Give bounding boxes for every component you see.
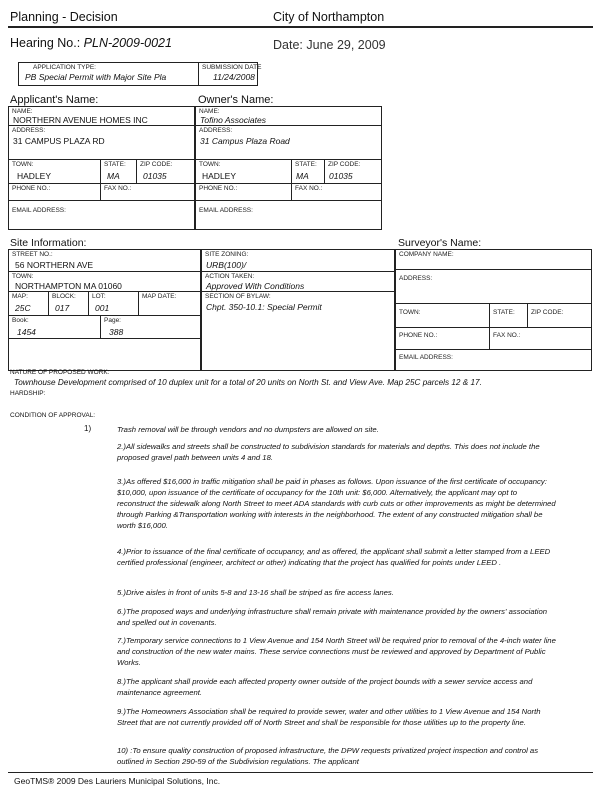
applicant-address-cell — [9, 126, 194, 160]
site-lot-value: 001 — [95, 303, 110, 313]
condition-6: 6.)The proposed ways and underlying infrastructure shall remain private with maintenance provided by the owners' association and spelled out in covenants. — [117, 607, 548, 627]
applicant-box — [8, 106, 195, 230]
owner-address-cell — [196, 126, 381, 160]
owner-town-label: TOWN: — [199, 161, 221, 168]
applicant-name-value: NORTHERN AVENUE HOMES INC — [13, 115, 148, 125]
submission-date-label: SUBMISSION DATE — [202, 64, 262, 71]
applicant-phone-label: PHONE NO.: — [12, 185, 51, 192]
owner-town-value: HADLEY — [202, 171, 237, 181]
applicant-email-cell — [9, 201, 194, 229]
owner-fax-label: FAX NO.: — [295, 185, 323, 192]
hardship-label: HARDSHIP: — [10, 390, 46, 397]
applicant-address-value: 31 CAMPUS PLAZA RD — [13, 136, 105, 146]
owner-phone-label: PHONE NO.: — [199, 185, 238, 192]
site-map-label: MAP: — [12, 293, 28, 300]
site-location-box — [8, 249, 201, 371]
site-mapdate-cell — [139, 292, 200, 316]
applicant-address-label: ADDRESS: — [12, 127, 46, 134]
condition-3: 3.)As offered $16,000 in traffic mitigation shall be paid in phases as follows. Upon issuance of the first certificate of occupancy: $10,000, upon issuance of the certificate of occupancy for the 10th unit: $6,000. Alternatively, the applicant may opt to reconstruct the sidewalk along North Street to meet ADA standards with curb cuts or other improvements as might be determined through Parking &Transportation working with interests in the neighborhood. The extent of any constructed mitigation shall be worth $16,000. — [117, 477, 556, 530]
nature-label: NATURE OF PROPOSED WORK: — [10, 369, 110, 376]
surveyor-email-label: EMAIL ADDRESS: — [399, 354, 453, 361]
footer-rule — [8, 772, 593, 773]
applicant-town-cell — [9, 160, 101, 184]
application-type-label: APPLICATION TYPE: — [33, 64, 96, 71]
submission-date-cell — [199, 63, 262, 85]
owner-email-cell — [196, 201, 381, 229]
site-action-value: Approved With Conditions — [206, 281, 305, 291]
condition-label: CONDITION OF APPROVAL: — [10, 412, 96, 419]
applicant-state-label: STATE: — [104, 161, 126, 168]
site-bylaw-label: SECTION OF BYLAW: — [205, 293, 271, 300]
site-action-label: ACTION TAKEN: — [205, 273, 255, 280]
header-rule — [8, 26, 593, 28]
surveyor-town-cell — [396, 304, 490, 328]
site-town-label: TOWN: — [12, 273, 34, 280]
site-page-cell — [101, 316, 200, 339]
applicant-phone-cell — [9, 184, 101, 201]
surveyor-fax-cell — [490, 328, 591, 350]
site-page-label: Page: — [104, 317, 121, 324]
site-street-label: STREET NO.: — [12, 251, 53, 258]
applicant-town-label: TOWN: — [12, 161, 34, 168]
footer-text: GeoTMS® 2009 Des Lauriers Municipal Solutions, Inc. — [14, 776, 221, 786]
owner-zip-label: ZIP CODE: — [328, 161, 361, 168]
owner-phone-cell — [196, 184, 292, 201]
condition-9: 9.)The Homeowners Association shall be required to provide sewer, water and other utilities to 1 View Avenue and 154 North Street that are not currently provided off of North Street and shall be responsible for those utilities up to the property line. — [117, 707, 541, 727]
site-lot-cell — [89, 292, 139, 316]
owner-state-cell — [292, 160, 325, 184]
owner-zip-cell — [325, 160, 381, 184]
owner-zip-value: 01035 — [329, 171, 353, 181]
surveyor-email-cell — [396, 350, 591, 370]
hearing-number — [10, 36, 172, 50]
site-book-value: 1454 — [17, 327, 36, 337]
hearing-value: PLN-2009-0021 — [83, 36, 172, 50]
surveyor-company-label: COMPANY NAME: — [399, 251, 454, 258]
applicant-zip-cell — [137, 160, 194, 184]
applicant-heading: Applicant's Name: — [10, 94, 99, 106]
condition-5: 5.)Drive aisles in front of units 5-8 and 13-16 shall be striped as fire access lanes. — [117, 588, 394, 597]
site-bylaw-cell — [202, 292, 394, 370]
applicant-state-cell — [101, 160, 137, 184]
site-map-cell — [9, 292, 49, 316]
applicant-fax-label: FAX NO.: — [104, 185, 132, 192]
applicant-email-label: EMAIL ADDRESS: — [12, 207, 66, 214]
surveyor-heading: Surveyor's Name: — [398, 237, 482, 249]
surveyor-state-label: STATE: — [493, 309, 515, 316]
applicant-name-label: NAME: — [12, 108, 33, 115]
surveyor-town-label: TOWN: — [399, 309, 421, 316]
owner-address-label: ADDRESS: — [199, 127, 233, 134]
nature-text: Townhouse Development comprised of 10 duplex unit for a total of 20 units on North St. and View Ave. Map 25C parcels 12 & 17. — [14, 378, 482, 387]
surveyor-zip-label: ZIP CODE: — [531, 309, 564, 316]
decision-date — [273, 38, 386, 52]
surveyor-address-cell — [396, 270, 591, 304]
condition-1: Trash removal will be through vendors and no dumpsters are allowed on site. — [117, 425, 379, 434]
surveyor-phone-label: PHONE NO.: — [399, 332, 438, 339]
owner-heading: Owner's Name: — [198, 94, 274, 106]
condition-7: 7.)Temporary service connections to 1 View Avenue and 154 North Street will be required prior to removal of the 4-inch water line and construction of the new water mains. These service connections must be reviewed and approved by Department of Public Works. — [117, 636, 556, 667]
application-type-cell — [19, 63, 199, 85]
site-town-value: NORTHAMPTON MA 01060 — [15, 281, 122, 291]
site-zoning-value: URB(100)/ — [206, 260, 247, 270]
date-label: Date: — [273, 38, 303, 52]
surveyor-fax-label: FAX NO.: — [493, 332, 521, 339]
owner-box — [195, 106, 382, 230]
site-heading: Site Information: — [10, 237, 87, 249]
application-type-value: PB Special Permit with Major Site Pla — [25, 72, 167, 82]
site-map-value: 25C — [15, 303, 31, 313]
condition-2: 2.)All sidewalks and streets shall be constructed to subdivision standards for materials and depths. This does not include the proposed gravel path between units 4 and 18. — [117, 442, 540, 462]
owner-state-value: MA — [296, 171, 309, 181]
site-bylaw-value: Chpt. 350-10.1: Special Permit — [206, 302, 322, 312]
owner-name-cell — [196, 107, 381, 126]
condition-10: 10) :To ensure quality construction of proposed infrastructure, the DPW requests privatized project inspection and control as outlined in Section 290-59 of the Subdivision regulations. The applicant — [117, 746, 539, 766]
owner-fax-cell — [292, 184, 381, 201]
owner-town-cell — [196, 160, 292, 184]
site-zoning-label: SITE ZONING: — [205, 251, 249, 258]
site-town-cell — [9, 272, 200, 292]
applicant-state-value: MA — [107, 171, 120, 181]
surveyor-phone-cell — [396, 328, 490, 350]
site-zoning-box — [201, 249, 395, 371]
applicant-zip-value: 01035 — [143, 171, 167, 181]
owner-email-label: EMAIL ADDRESS: — [199, 207, 253, 214]
applicant-name-cell — [9, 107, 194, 126]
site-street-value: 56 NORTHERN AVE — [15, 260, 94, 270]
site-street-cell — [9, 250, 200, 272]
applicant-zip-label: ZIP CODE: — [140, 161, 173, 168]
hearing-label: Hearing No.: — [10, 36, 81, 50]
applicant-town-value: HADLEY — [17, 171, 52, 181]
site-block-label: BLOCK: — [52, 293, 76, 300]
owner-address-value: 31 Campus Plaza Road — [200, 136, 290, 146]
surveyor-address-label: ADDRESS: — [399, 275, 433, 282]
condition-8: 8.)The applicant shall provide each affected property owner outside of the project bounds with a sewer service access and maintenance agreement. — [117, 677, 533, 697]
surveyor-company-cell — [396, 250, 591, 270]
surveyor-zip-cell — [528, 304, 591, 328]
site-zoning-cell — [202, 250, 394, 272]
site-page-value: 388 — [109, 327, 124, 337]
submission-date-value: 11/24/2008 — [213, 72, 255, 82]
condition-1-number: 1) — [84, 424, 92, 433]
site-action-cell — [202, 272, 394, 292]
owner-name-value: Tofino Associates — [200, 115, 266, 125]
site-block-value: 017 — [55, 303, 70, 313]
department-title: Planning - Decision — [10, 10, 118, 24]
owner-name-label: NAME: — [199, 108, 220, 115]
site-lot-label: LOT: — [92, 293, 106, 300]
surveyor-box — [395, 249, 592, 371]
date-value: June 29, 2009 — [306, 38, 386, 52]
surveyor-state-cell — [490, 304, 528, 328]
application-box — [18, 62, 262, 86]
owner-state-label: STATE: — [295, 161, 317, 168]
condition-4: 4.)Prior to issuance of the final certificate of occupancy, and as offered, the applicant shall submit a letter stamped from a LEED certified professional (engineer, architect or other) indicating that the project has qualified for points under LEED . — [117, 547, 551, 567]
site-book-cell — [9, 316, 101, 339]
site-book-label: Book: — [12, 317, 29, 324]
site-block-cell — [49, 292, 89, 316]
city-title: City of Northampton — [273, 10, 385, 24]
applicant-fax-cell — [101, 184, 194, 201]
site-mapdate-label: MAP DATE: — [142, 293, 177, 300]
